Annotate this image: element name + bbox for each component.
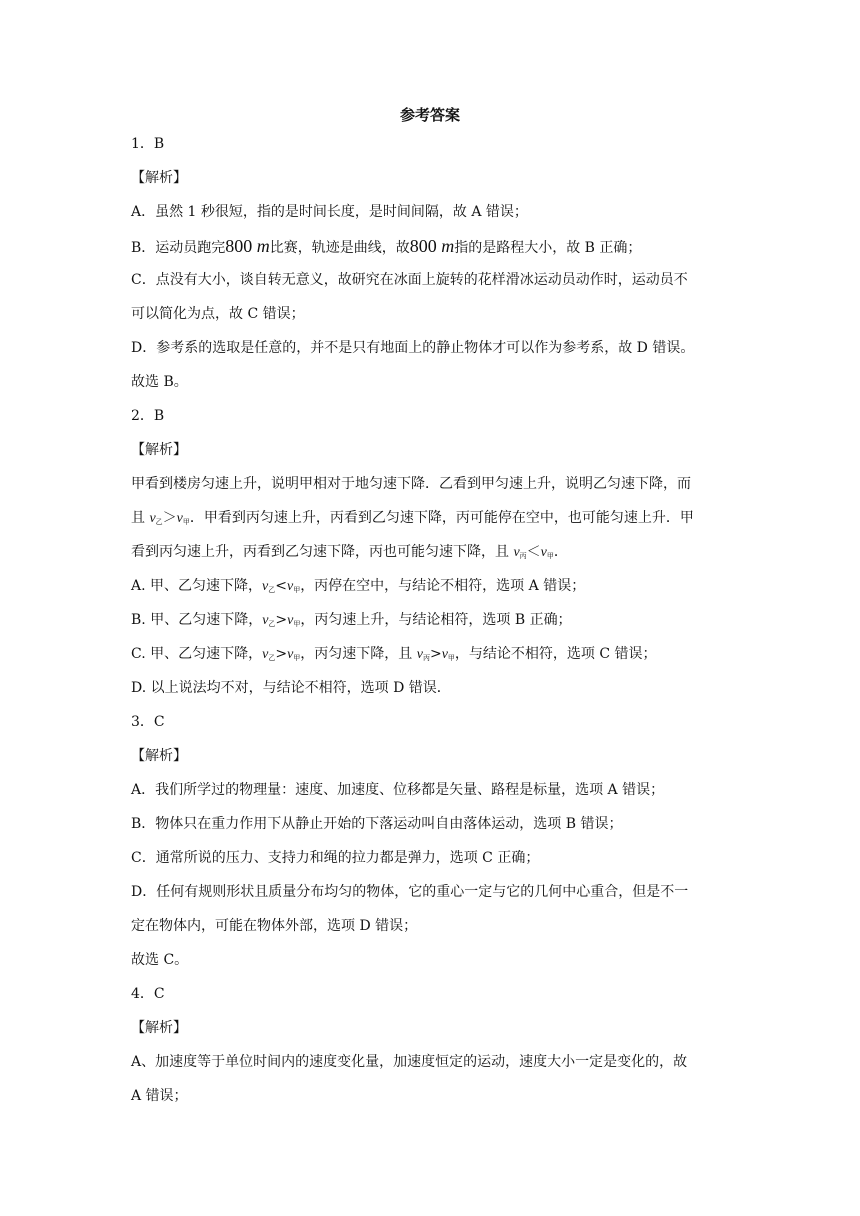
q4-analysis-label: 【解析】 — [131, 1020, 187, 1036]
subscript: 甲 — [293, 586, 301, 594]
relation-symbol: > — [275, 646, 288, 662]
q2-analysis-label: 【解析】 — [131, 442, 187, 458]
q2-paragraph-line2 — [131, 508, 741, 532]
q2-option-b — [131, 610, 741, 634]
number: 800 — [225, 236, 253, 256]
q1-option-a: A．虽然 1 秒很短，指的是时间长度，是时间间隔，故 A 错误； — [131, 204, 528, 220]
relation-symbol: > — [429, 646, 442, 662]
q2-answer: 2．B — [131, 408, 165, 424]
q1-answer: 1．B — [131, 136, 165, 152]
text: C. 甲、乙匀速下降， — [131, 646, 263, 662]
velocity-symbol: v — [262, 613, 269, 628]
q3-analysis-label: 【解析】 — [131, 748, 187, 764]
q2-option-c — [131, 644, 741, 668]
velocity-symbol: v — [287, 647, 294, 662]
q2-option-d: D. 以上说法均不对，与结论不相符，选项 D 错误． — [131, 680, 451, 696]
q1-option-d: D．参考系的选取是任意的，并不是只有地面上的静止物体才可以作为参考系，故 D 错误。 — [131, 340, 695, 356]
subscript: 丙 — [519, 552, 527, 560]
subscript: 甲 — [182, 518, 190, 526]
subscript: 乙 — [155, 518, 163, 526]
relation-symbol: ＜ — [526, 544, 541, 560]
velocity-symbol: v — [286, 579, 294, 594]
text: ，丙停在空中，与结论不相符，选项 A 错误； — [300, 578, 586, 594]
text: ，与结论不相符，选项 C 错误； — [454, 646, 657, 662]
text: 比赛，轨迹是曲线，故 — [269, 240, 410, 256]
text: 看到丙匀速上升，丙看到乙匀速下降，丙也可能匀速下降，且 — [131, 544, 514, 560]
q2-paragraph-line3 — [131, 542, 741, 566]
q3-option-a: A．我们所学过的物理量：速度、加速度、位移都是矢量、路程是标量，选项 A 错误； — [131, 782, 665, 798]
q3-option-d-line2: 定在物体内，可能在物体外部，选项 D 错误； — [131, 918, 418, 934]
velocity-symbol: v — [149, 511, 156, 526]
q4-answer: 4．C — [131, 986, 165, 1002]
text: A. 甲、乙匀速下降， — [131, 578, 263, 594]
subscript: 丙 — [422, 654, 430, 662]
subscript: 甲 — [293, 620, 301, 628]
text: ，丙匀速下降，且 — [300, 646, 417, 662]
q1-option-b — [131, 236, 741, 258]
page-title: 参考答案 — [399, 106, 460, 124]
subscript: 乙 — [268, 654, 276, 662]
relation-symbol: ＞ — [162, 510, 177, 526]
q4-option-a-line1: A、加速度等于单位时间内的速度变化量，加速度恒定的运动，速度大小一定是变化的，故 — [131, 1054, 688, 1070]
text: B. 甲、乙匀速下降， — [131, 612, 263, 628]
text: 指的是路程大小，故 B 正确； — [454, 240, 642, 256]
number: 800 — [409, 236, 437, 256]
q3-option-c: C．通常所说的压力、支持力和绳的拉力都是弹力，选项 C 正确； — [131, 850, 540, 866]
text: ．甲看到丙匀速上升，丙看到乙匀速下降，丙可能停在空中，也可能匀速上升．甲 — [189, 510, 694, 526]
velocity-symbol: v — [540, 545, 547, 560]
q1-conclusion: 故选 B。 — [131, 374, 188, 390]
q4-option-a-line2: A 错误； — [131, 1088, 188, 1104]
subscript: 甲 — [293, 654, 301, 662]
subscript: 乙 — [268, 620, 276, 628]
velocity-symbol: v — [441, 647, 448, 662]
q3-option-b: B．物体只在重力作用下从静止开始的下落运动叫自由落体运动，选项 B 错误； — [131, 816, 623, 832]
velocity-symbol: v — [287, 613, 294, 628]
subscript: 乙 — [268, 586, 276, 594]
q2-paragraph-line1: 甲看到楼房匀速上升，说明甲相对于地匀速下降．乙看到甲匀速上升，说明乙匀速下降，而 — [131, 476, 691, 492]
text: ． — [553, 544, 568, 560]
text: B．运动员跑完 — [131, 240, 226, 256]
text: 且 — [131, 510, 150, 526]
relation-symbol: > — [275, 612, 288, 628]
q1-option-c-line2: 可以简化为点，故 C 错误； — [131, 306, 305, 322]
q3-answer: 3．C — [131, 714, 165, 730]
relation-symbol: < — [275, 578, 287, 594]
velocity-symbol: v — [176, 511, 183, 526]
q3-option-d-line1: D．任何有规则形状且质量分布均匀的物体，它的重心一定与它的几何中心重合，但是不一 — [131, 884, 689, 900]
q1-option-c-line1: C．点没有大小，谈自转无意义，故研究在冰面上旋转的花样滑冰运动员动作时，运动员不 — [131, 272, 688, 288]
velocity-symbol: v — [513, 545, 520, 560]
velocity-symbol: v — [262, 579, 269, 594]
velocity-symbol: v — [416, 647, 423, 662]
velocity-symbol: v — [262, 647, 269, 662]
unit: m — [441, 236, 455, 256]
q2-option-a — [131, 576, 741, 600]
subscript: 甲 — [447, 654, 455, 662]
text: ，丙匀速上升，与结论相符，选项 B 正确； — [300, 612, 572, 628]
q1-analysis-label: 【解析】 — [131, 170, 187, 186]
subscript: 甲 — [546, 552, 554, 560]
q3-conclusion: 故选 C。 — [131, 952, 189, 968]
unit: m — [256, 236, 270, 256]
